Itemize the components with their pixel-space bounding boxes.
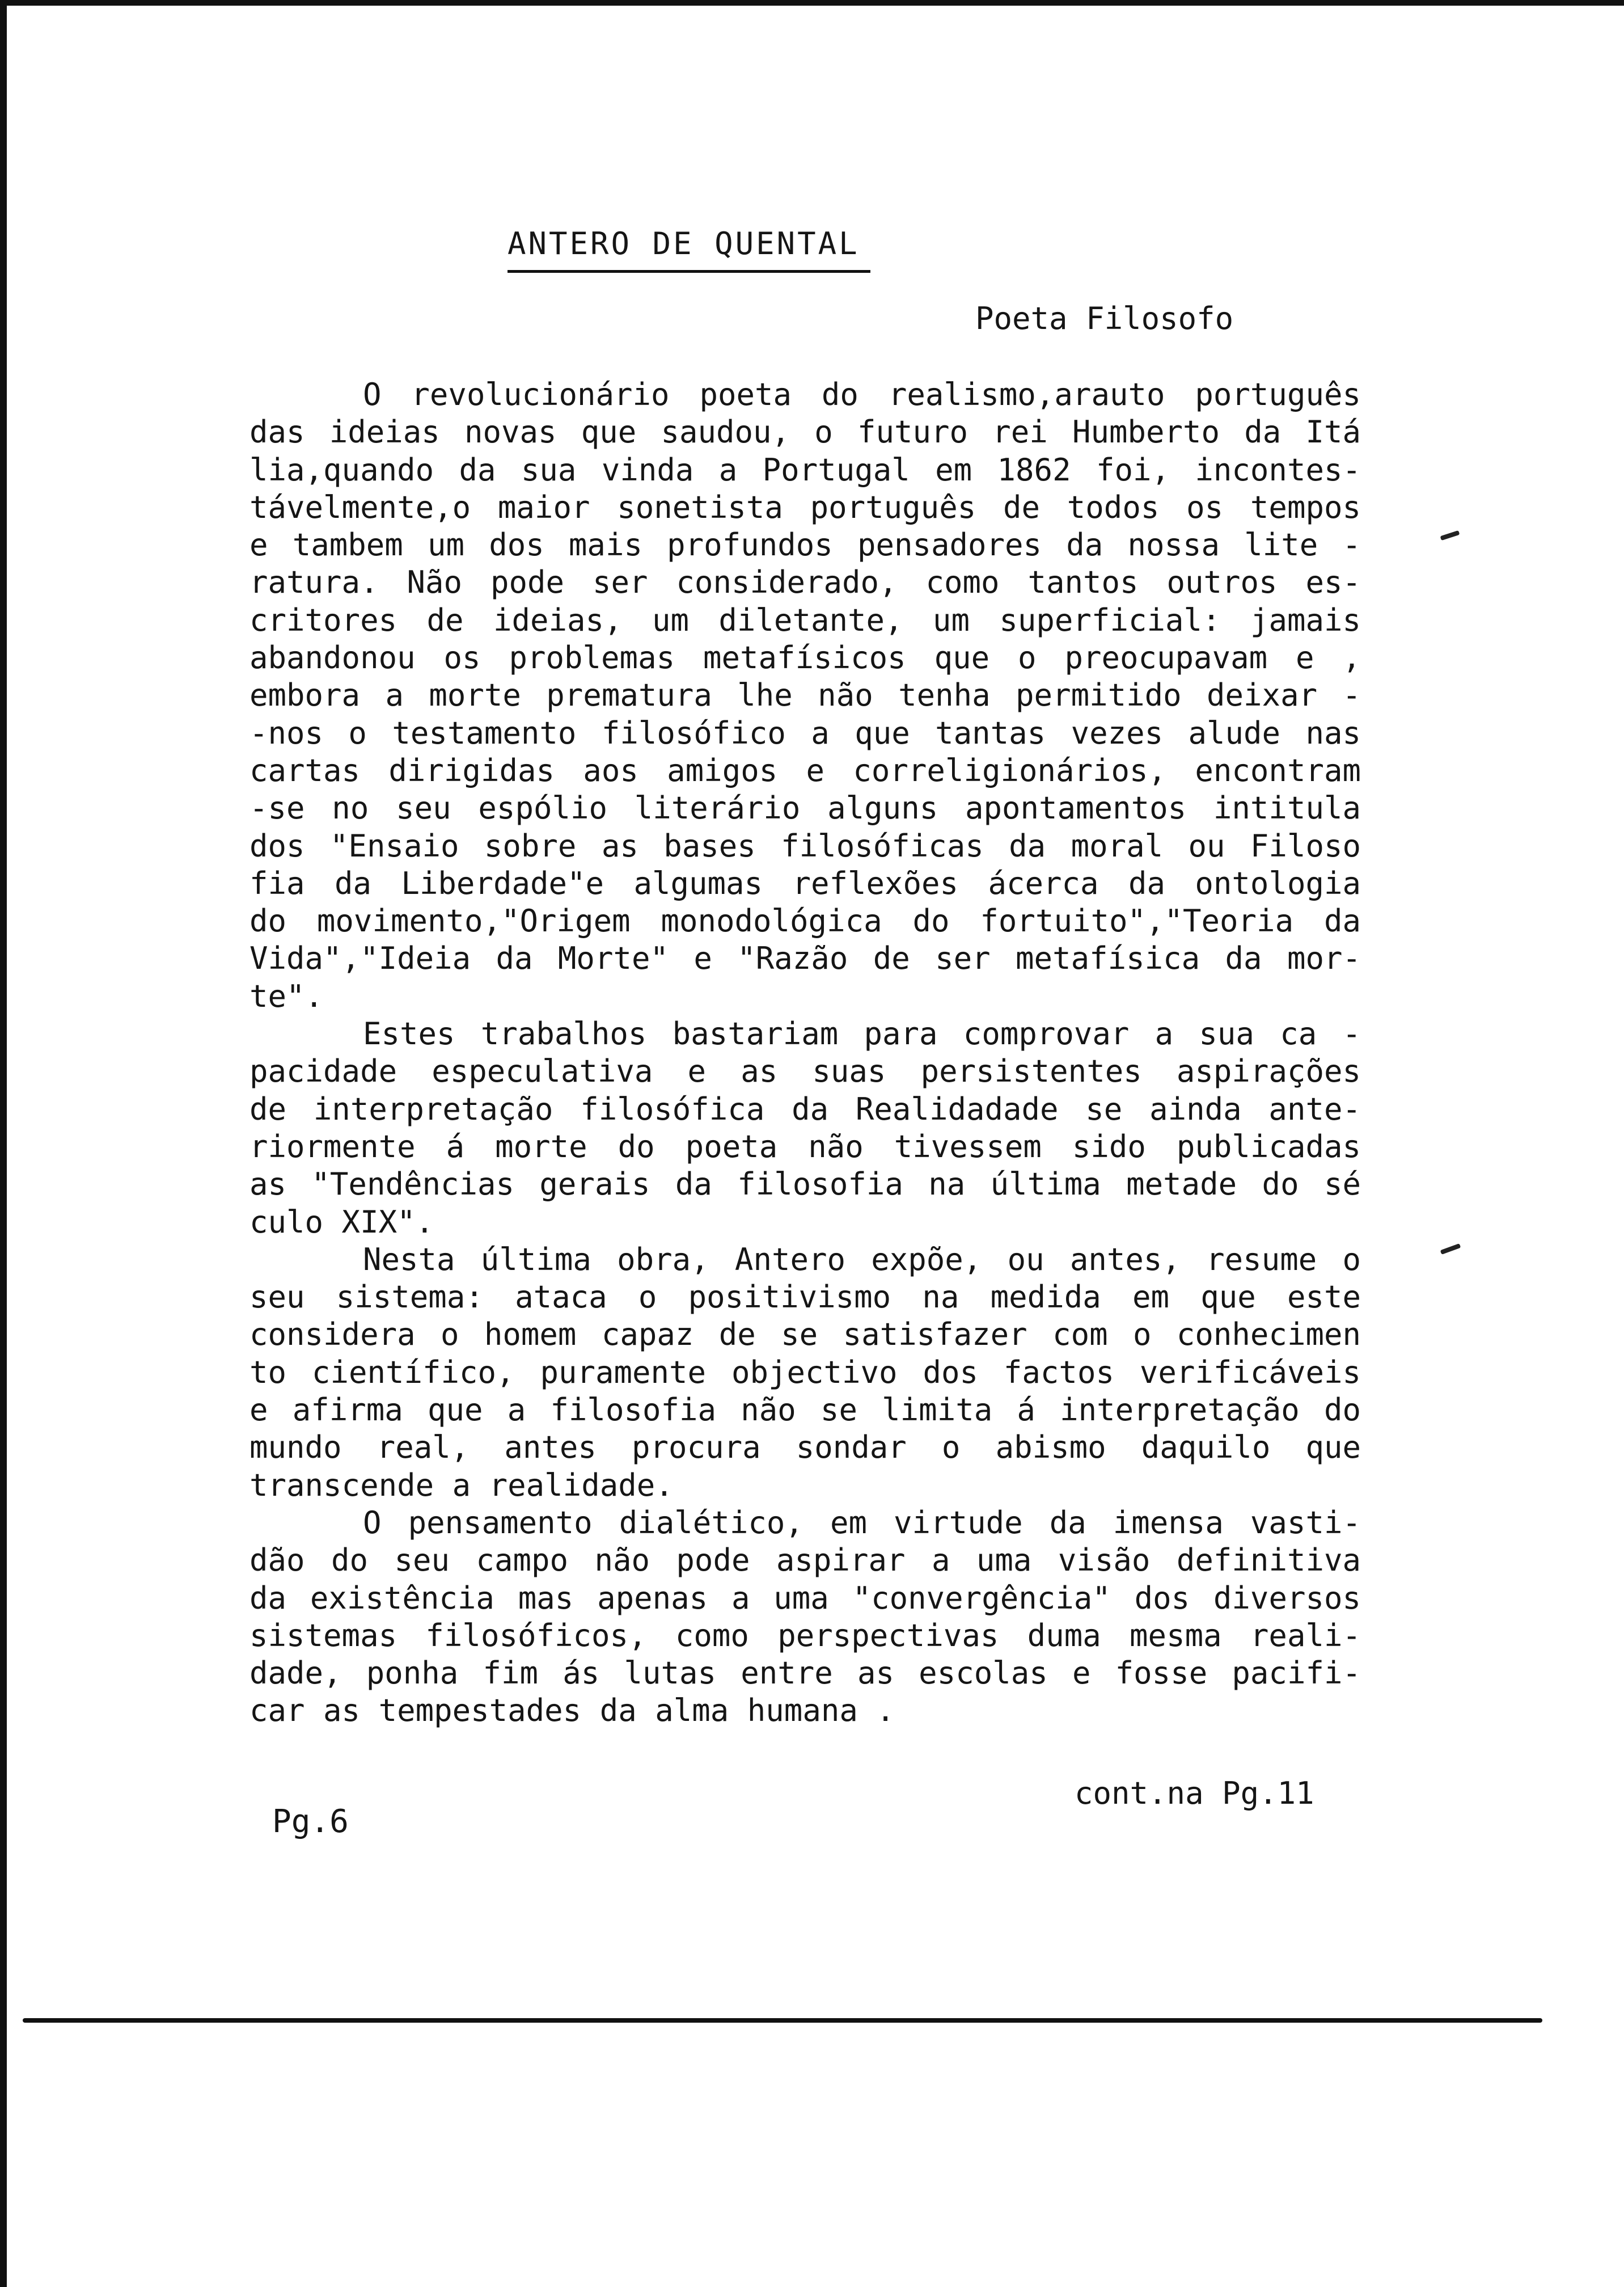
continuation-note: cont.na Pg.11 <box>1075 1775 1314 1811</box>
page-title: ANTERO DE QUENTAL <box>508 226 870 273</box>
text-line: riormente á morte do poeta não tivessem sido publicadas <box>249 1128 1361 1164</box>
text-line: O pensamento dialético, em virtude da imensa vasti- <box>363 1504 1361 1541</box>
text-line: fia da Liberdade"e algumas reflexões ácerca da ontologia <box>249 865 1361 901</box>
text-line: ratura. Não pode ser considerado, como tantos outros es- <box>249 564 1361 601</box>
text-line: do movimento,"Origem monodológica do fortuito","Teoria da <box>249 903 1361 939</box>
text-line: da existência mas apenas a uma "convergência" dos diversos <box>249 1580 1361 1616</box>
text-line: O revolucionário poeta do realismo,arauto português <box>363 377 1361 412</box>
text-line: dos "Ensaio sobre as bases filosóficas da moral ou Filoso <box>249 828 1361 864</box>
text-line: -nos o testamento filosófico a que tantas vezes alude nas <box>249 715 1361 751</box>
text-line: dão do seu campo não pode aspirar a uma visão definitiva <box>249 1542 1361 1579</box>
text-line: critores de ideias, um diletante, um superficial: jamais <box>249 602 1361 638</box>
text-line: e afirma que a filosofia não se limita á interpretação do <box>249 1392 1361 1428</box>
text-line: embora a morte prematura lhe não tenha permitido deixar - <box>249 677 1361 714</box>
text-line: Nesta última obra, Antero expõe, ou antes, resume o <box>363 1241 1361 1277</box>
text-line: as "Tendências gerais da filosofia na última metade do sé <box>249 1166 1361 1202</box>
text-line: transcende a realidade. <box>249 1467 674 1503</box>
text-line: Estes trabalhos bastariam para comprovar a sua ca - <box>363 1016 1361 1052</box>
text-line: das ideias novas que saudou, o futuro rei Humberto da Itá <box>249 414 1361 450</box>
text-line: -se no seu espólio literário alguns apontamentos intitula <box>249 790 1361 826</box>
page-edge-bottom <box>23 2018 1542 2023</box>
text-line: dade, ponha fim ás lutas entre as escolas e fosse pacifi- <box>249 1655 1361 1691</box>
text-line: sistemas filosóficos, como perspectivas duma mesma reali- <box>249 1617 1361 1653</box>
text-line: cartas dirigidas aos amigos e correligionários, encontram <box>249 752 1361 788</box>
text-line: considera o homem capaz de se satisfazer com o conhecimen <box>249 1316 1361 1353</box>
page-number: Pg.6 <box>272 1803 349 1840</box>
text-line: culo XIX". <box>249 1204 434 1240</box>
margin-mark <box>1440 1243 1461 1255</box>
text-line: te". <box>249 978 324 1014</box>
page-edge-left <box>0 0 7 2287</box>
article-body <box>249 376 1361 1730</box>
text-line: e tambem um dos mais profundos pensadores da nossa lite - <box>249 527 1361 563</box>
text-line: Vida","Ideia da Morte" e "Razão de ser metafísica da mor- <box>249 940 1361 977</box>
text-line: pacidade especulativa e as suas persistentes aspirações <box>249 1053 1361 1090</box>
text-line: to científico, puramente objectivo dos factos verificáveis <box>249 1354 1361 1390</box>
text-line: de interpretação filosófica da Realidadade se ainda ante- <box>249 1091 1361 1127</box>
text-line: távelmente,o maior sonetista português de todos os tempos <box>249 489 1361 525</box>
text-line: seu sistema: ataca o positivismo na medida em que este <box>249 1279 1361 1315</box>
text-line: mundo real, antes procura sondar o abismo daquilo que <box>249 1429 1361 1466</box>
page-edge-top <box>0 0 1624 6</box>
page-subtitle: Poeta Filosofo <box>975 301 1234 336</box>
text-line: lia,quando da sua vinda a Portugal em 1862 foi, incontes- <box>249 452 1361 488</box>
text-line: abandonou os problemas metafísicos que o preocupavam e , <box>249 640 1361 676</box>
margin-mark <box>1440 530 1460 541</box>
text-line: car as tempestades da alma humana . <box>249 1693 895 1729</box>
